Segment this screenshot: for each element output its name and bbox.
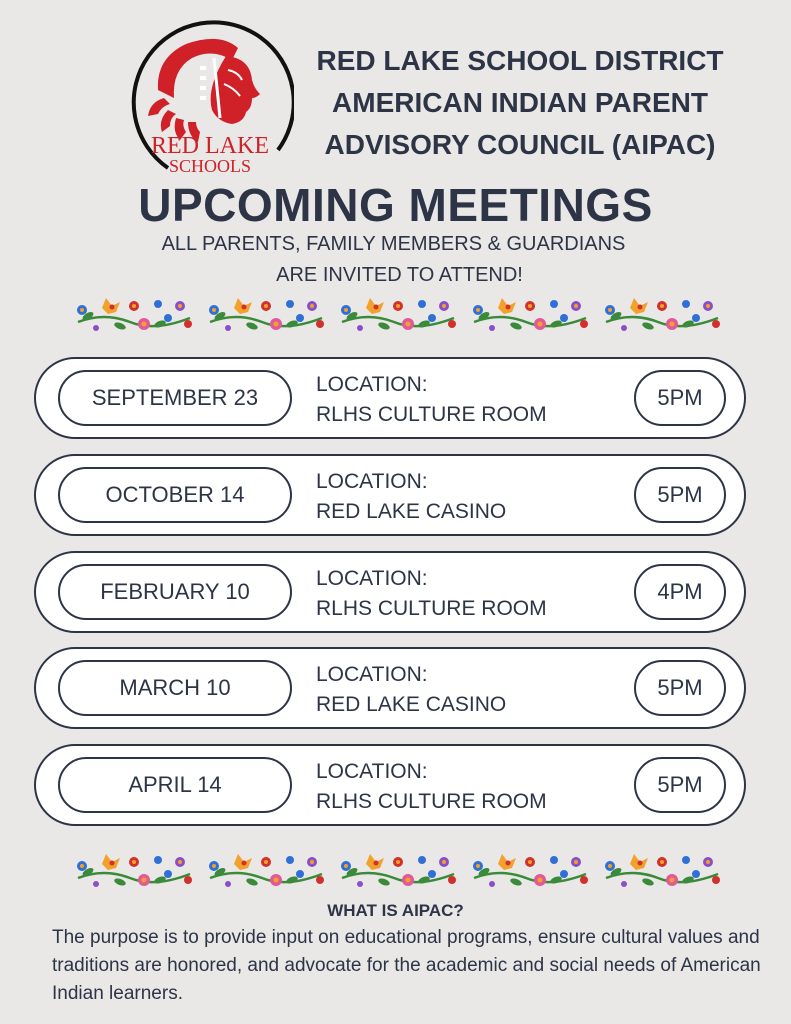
meeting-time: 5PM xyxy=(634,660,726,716)
invite-line-1: ALL PARENTS, FAMILY MEMBERS & GUARDIANS xyxy=(161,233,626,255)
meeting-time: 5PM xyxy=(634,467,726,523)
meeting-card xyxy=(34,551,746,633)
district-title-line: RED LAKE SCHOOL DISTRICT xyxy=(316,45,724,76)
location-label: LOCATION: xyxy=(316,470,428,493)
meeting-date: OCTOBER 14 xyxy=(58,467,292,523)
page-title: UPCOMING MEETINGS xyxy=(138,179,653,231)
location-label: LOCATION: xyxy=(316,567,428,590)
meeting-date: FEBRUARY 10 xyxy=(58,564,292,620)
district-title xyxy=(300,40,740,166)
location-label: LOCATION: xyxy=(316,373,428,396)
location-value: RLHS CULTURE ROOM xyxy=(316,790,547,813)
meeting-date: MARCH 10 xyxy=(58,660,292,716)
meeting-card xyxy=(34,647,746,729)
meeting-date: APRIL 14 xyxy=(58,757,292,813)
district-title-line: AMERICAN INDIAN PARENT xyxy=(332,87,708,118)
logo-text-line1: RED LAKE xyxy=(151,133,269,159)
meeting-card xyxy=(34,454,746,536)
location-value: RED LAKE CASINO xyxy=(316,693,507,716)
meeting-card xyxy=(34,744,746,826)
logo-text-line2: SCHOOLS xyxy=(168,156,252,176)
meeting-card xyxy=(34,357,746,439)
district-title-line: ADVISORY COUNCIL (AIPAC) xyxy=(324,129,716,160)
location-label: LOCATION: xyxy=(316,760,428,783)
about-body: The purpose is to provide input on educational programs, ensure cultural values and traditions are honored, and advocate for the academic and social needs of American Indian learners. xyxy=(52,927,761,1004)
location-value: RLHS CULTURE ROOM xyxy=(316,403,547,426)
meeting-time: 5PM xyxy=(634,757,726,813)
floral-beadwork-icon xyxy=(70,846,730,896)
meeting-time: 4PM xyxy=(634,564,726,620)
invite-line-2: ARE INVITED TO ATTEND! xyxy=(276,264,523,286)
meeting-time: 5PM xyxy=(634,370,726,426)
location-value: RLHS CULTURE ROOM xyxy=(316,597,547,620)
meeting-date: SEPTEMBER 23 xyxy=(58,370,292,426)
location-value: RED LAKE CASINO xyxy=(316,500,507,523)
floral-beadwork-icon xyxy=(70,290,730,340)
location-label: LOCATION: xyxy=(316,663,428,686)
about-heading: WHAT IS AIPAC? xyxy=(327,901,464,920)
